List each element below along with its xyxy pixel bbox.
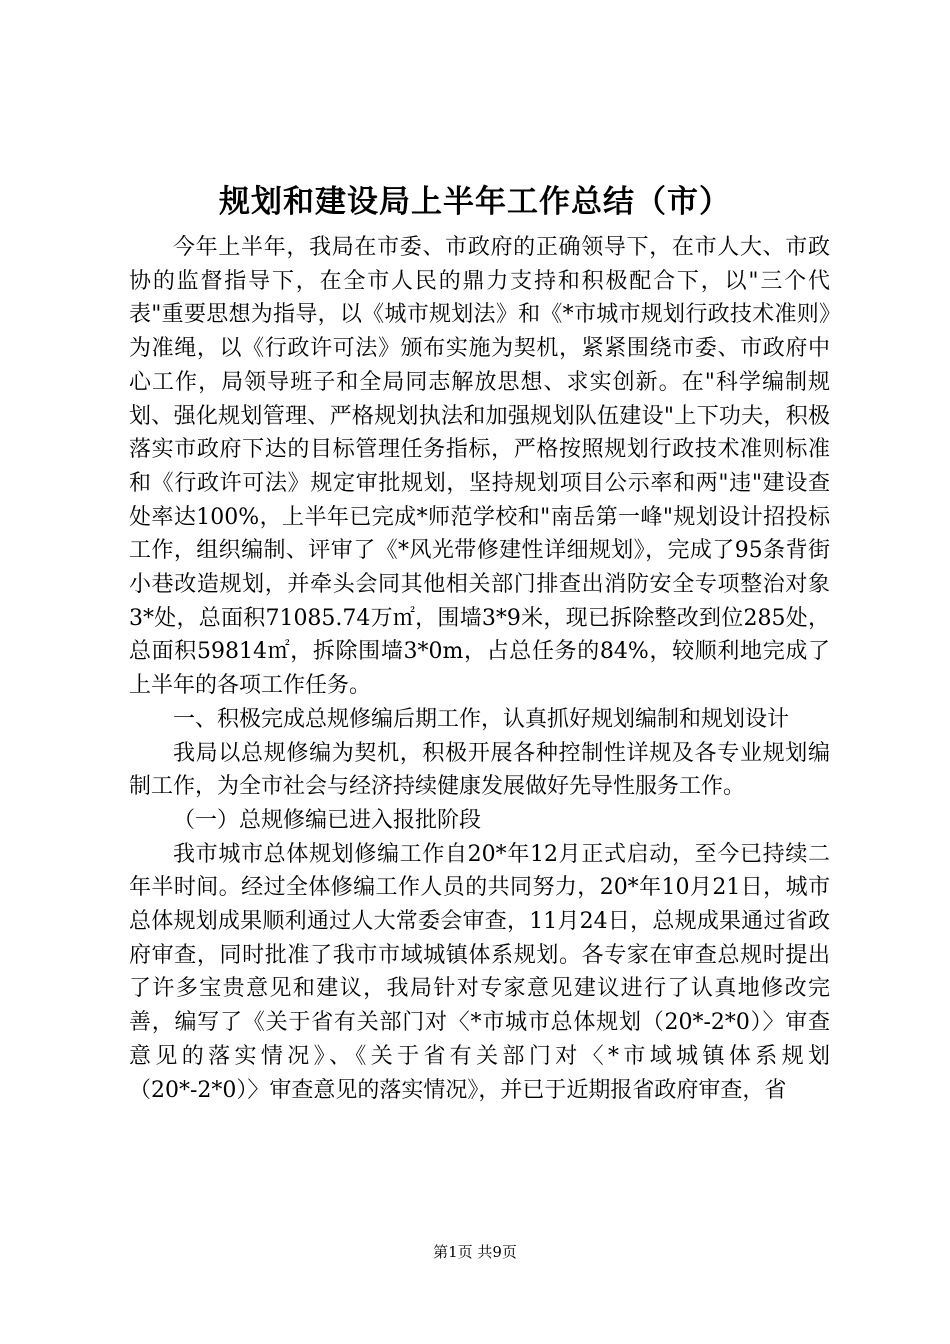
page-number-footer: 第1页 共9页: [433, 1243, 517, 1261]
paragraph-section-1: 我局以总规修编为契机，积极开展各种控制性详规及各专业规划编制工作，为全市社会与经济持续健康发展做好先导性服务工作。: [129, 740, 830, 800]
paragraph-intro: 今年上半年，我局在市委、市政府的正确领导下，在市人大、市政协的监督指导下，在全市人民的鼎力支持和积极配合下，以"三个代表"重要思想为指导，以《城市规划法》和《*市城市规划行政技术准则》为准绳，以《行政许可法》颁布实施为契机，紧紧围绕市委、市政府中心工作，局领导班子和全局同志解放思想、求实创新。在"科学编制规划、强化规划管理、严格规划执法和加强规划队伍建设"上下功夫，积极落实市政府下达的目标管理任务指标，严格按照规划行政技术准则标准和《行政许可法》规定审批规划，坚持规划项目公示率和两"违"建设查处率达100%，上半年已完成*师范学校和"南岳第一峰"规划设计招投标工作，组织编制、评审了《*风光带修建性详细规划》，完成了95条背街小巷改造规划，并牵头会同其他相关部门排查出消防安全专项整治对象3*处，总面积71085.74万㎡，围墙3*9米，现已拆除整改到位285处，总面积59814㎡，拆除围墙3*0m，占总任务的84%，较顺利地完成了上半年的各项工作任务。: [129, 235, 830, 699]
subsection-heading-1: （一）总规修编已进入报批阶段: [173, 807, 482, 833]
document-body: [129, 231, 830, 1107]
paragraph-subsection-1: 我市城市总体规划修编工作自20*年12月正式启动，至今已持续二年半时间。经过全体修编工作人员的共同努力，20*年10月21日，城市总体规划成果顺利通过人大常委会审查，11月24日，总规成果通过省政府审查，同时批准了我市市域城镇体系规划。各专家在审查总规时提出了许多宝贵意见和建议，我局针对专家意见建议进行了认真地修改完善，编写了《关于省有关部门对〈*市城市总体规划（20*-2*0）〉审查意见的落实情况》、《关于省有关部门对〈*市域城镇体系规划（20*-2*0）〉审查意见的落实情况》，并已于近期报省政府审查，省: [129, 841, 830, 1103]
document-title: 规划和建设局上半年工作总结（市）: [219, 184, 731, 220]
section-heading-1: 一、积极完成总规修编后期工作，认真抓好规划编制和规划设计: [173, 706, 790, 732]
